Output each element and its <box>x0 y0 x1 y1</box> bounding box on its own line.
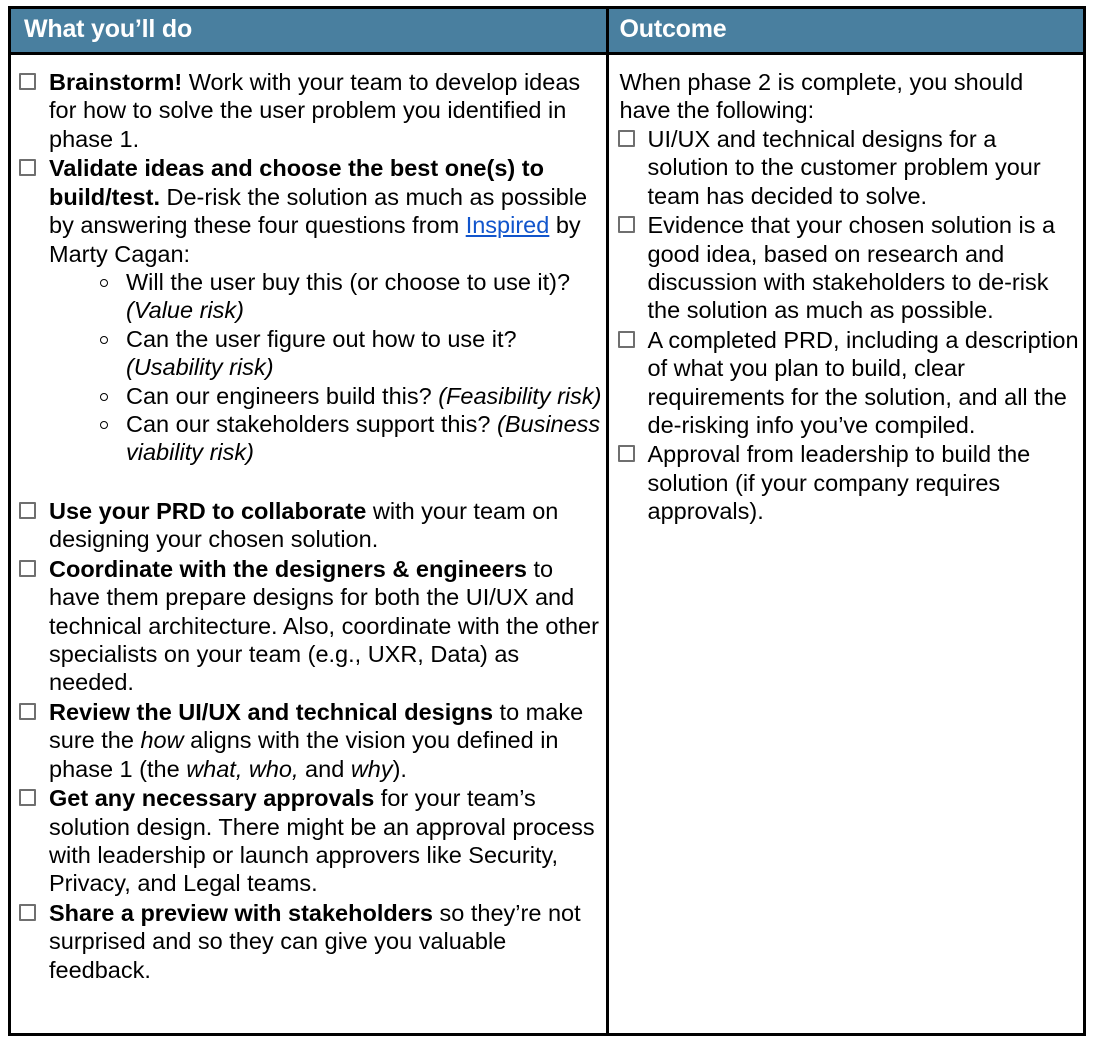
unchecked-checkbox-icon[interactable] <box>618 130 635 147</box>
list-item <box>95 325 606 382</box>
sub-item-risk-label: (Business viability risk) <box>126 411 601 466</box>
unchecked-checkbox-icon[interactable] <box>19 904 36 921</box>
emphasis-how: how <box>140 727 184 754</box>
list-item-text: so they’re not surprised and so they can give you valuable feedback. <box>49 899 581 983</box>
phase-checklist-table-container <box>8 6 1086 1036</box>
list-item-text-cont: aligns with the vision you defined in phase 1 (the <box>49 727 559 782</box>
sub-item-risk-label: (Usability risk) <box>126 354 274 381</box>
list-item[interactable] <box>609 211 1084 325</box>
what-youll-do-cell <box>11 54 607 1034</box>
list-item-text-cont3: ). <box>392 755 407 782</box>
inspired-book-link[interactable]: Inspired <box>465 212 550 239</box>
list-item[interactable] <box>11 154 606 496</box>
list-item-bold-label: Share a preview with stakeholders <box>49 899 433 926</box>
list-item-text: De-risk the solution as much as possible by answering these four questions from <box>49 183 588 239</box>
list-item-text: Evidence that your chosen solution is a good idea, based on research and discussion with stakeholders to de-risk the solution as much as possible. <box>647 212 1056 324</box>
list-item <box>95 410 606 467</box>
sub-item-text: Will the user buy this (or choose to use it)? <box>126 268 571 295</box>
list-item-text: for your team’s solution design. There might be an approval process with leadership or launch approvers like Security, Privacy, and Legal teams. <box>49 785 595 897</box>
unchecked-checkbox-icon[interactable] <box>19 703 36 720</box>
list-item-bold-label: Coordinate with the designers & engineers <box>49 555 527 582</box>
table-header-row <box>11 9 1083 54</box>
phase-checklist-table <box>11 9 1083 1033</box>
list-item[interactable] <box>11 68 606 153</box>
sub-item-risk-label: (Value risk) <box>126 297 244 324</box>
list-item-text: to make sure the <box>49 698 584 754</box>
list-item-text: with your team on designing your chosen solution. <box>49 497 559 553</box>
hollow-circle-bullet-icon <box>100 393 108 401</box>
unchecked-checkbox-icon[interactable] <box>618 331 635 348</box>
list-item <box>95 268 606 325</box>
list-item[interactable] <box>609 440 1084 525</box>
list-item[interactable] <box>11 784 606 898</box>
list-item-text: A completed PRD, including a description of what you plan to build, clear requirements for the solution, and all the de-risking info you’ve compiled. <box>647 326 1079 439</box>
what-youll-do-content <box>11 55 606 984</box>
sub-item-risk-label: (Feasibility risk) <box>438 382 602 409</box>
unchecked-checkbox-icon[interactable] <box>618 445 635 462</box>
table-body-row <box>11 54 1083 1034</box>
hollow-circle-bullet-icon <box>100 421 108 429</box>
unchecked-checkbox-icon[interactable] <box>19 560 36 577</box>
list-item <box>95 382 606 410</box>
column-header-what-youll-do: What you’ll do <box>11 9 607 54</box>
emphasis-why: why <box>350 755 393 782</box>
list-item-bold-label: Get any necessary approvals <box>49 785 375 812</box>
outcome-cell <box>607 54 1083 1034</box>
hollow-circle-bullet-icon <box>100 336 108 344</box>
unchecked-checkbox-icon[interactable] <box>19 73 36 90</box>
list-item-bold-label: Validate ideas and choose the best one(s) to build/test. <box>49 155 544 210</box>
unchecked-checkbox-icon[interactable] <box>19 159 36 176</box>
hollow-circle-bullet-icon <box>100 279 108 287</box>
list-item-text: UI/UX and technical designs for a solution to the customer problem your team has decided to solve. <box>647 125 1041 209</box>
what-youll-do-checklist <box>11 68 606 984</box>
emphasis-what-who: what, who, <box>186 755 299 782</box>
list-item[interactable] <box>11 899 606 984</box>
list-item[interactable] <box>11 497 606 554</box>
list-item-text-cont: by Marty Cagan: <box>49 212 581 267</box>
list-item[interactable] <box>11 698 606 783</box>
list-item-text: to have them prepare designs for both the UI/UX and technical architecture. Also, coordinate with the other specialists on your team (e.g., UXR, Data) as needed. <box>49 555 599 696</box>
outcome-checklist <box>609 125 1084 526</box>
unchecked-checkbox-icon[interactable] <box>19 502 36 519</box>
outcome-content <box>609 55 1084 526</box>
risk-questions-sublist <box>95 268 606 467</box>
sub-item-text: Can the user figure out how to use it? <box>126 325 517 352</box>
list-item-bold-label: Use your PRD to collaborate <box>49 497 367 524</box>
list-item-bold-label: Review the UI/UX and technical designs <box>49 698 494 725</box>
sub-item-text: Can our engineers build this? <box>126 382 439 409</box>
list-item-bold-label: Brainstorm! <box>49 69 183 95</box>
paragraph-spacer <box>49 467 606 496</box>
list-item[interactable] <box>11 555 606 697</box>
list-item-text: Approval from leadership to build the solution (if your company requires approvals). <box>647 441 1031 525</box>
list-item[interactable] <box>609 326 1084 440</box>
unchecked-checkbox-icon[interactable] <box>618 216 635 233</box>
outcome-intro-text: When phase 2 is complete, you should have the following: <box>619 69 1024 124</box>
list-item-text-cont2: and <box>298 755 351 782</box>
column-header-outcome: Outcome <box>607 9 1083 54</box>
sub-item-text: Can our stakeholders support this? <box>126 411 497 438</box>
list-item[interactable] <box>609 125 1084 210</box>
list-item-text: Work with your team to develop ideas for how to solve the user problem you identified in phase 1. <box>49 69 581 152</box>
unchecked-checkbox-icon[interactable] <box>19 789 36 806</box>
